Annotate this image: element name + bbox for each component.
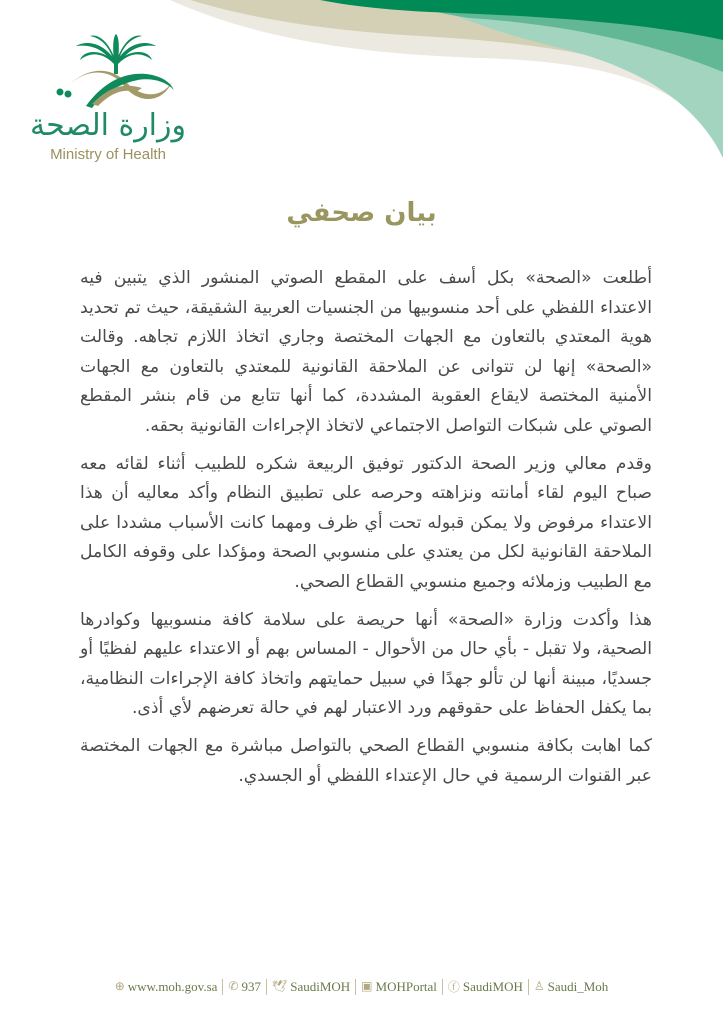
paragraph: كما اهابت بكافة منسوبي القطاع الصحي بالتواصل مباشرة مع الجهات المختصة عبر القنوات الرسمية في حال الإعتداء اللفظي أو الجسدي. [80, 735, 652, 786]
logo-arabic-name: وزارة الصحة [30, 108, 186, 143]
footer-website[interactable] [110, 979, 223, 995]
footer-twitter[interactable] [267, 979, 355, 995]
footer-facebook[interactable] [443, 978, 528, 995]
facebook-icon: ⓕ [447, 980, 460, 994]
logo-english-name: Ministry of Health [50, 146, 166, 163]
footer-phone[interactable] [223, 979, 266, 995]
press-release-body [80, 264, 652, 799]
youtube-label: MOHPortal [375, 978, 437, 994]
twitter-icon: 🕊 [271, 979, 288, 993]
website-label: www.moh.gov.sa [127, 978, 218, 994]
twitter-label: SaudiMOH [290, 978, 351, 994]
paragraph: هذا وأكدت وزارة «الصحة» أنها حريصة على سلامة كافة منسوبيها وكوادرها الصحية، ولا تقبل - بأي حال من الأحوال - المساس بهم أو الاعتداء عليهم لفظيًا أو جسديًا، مبينة أنها لن تألو جهدًا في سبيل حمايتهم واتخاذ كافة الإجراءات النظامية، بما يكفل الحفاظ على حقوقهم ورد الاعتبار لهم في حالة تعرضهم لأي أذى. [80, 609, 652, 719]
facebook-label: SaudiMOH [462, 978, 523, 994]
footer-snapchat[interactable] [529, 979, 613, 995]
paragraph: أطلعت «الصحة» بكل أسف على المقطع الصوتي المنشور الذي يتبين فيه الاعتداء اللفظي على أحد منسوبيها من الجنسيات العربية الشقيقة، حيث تم تحديد هوية المعتدي بالتعاون مع الجهات المختصة وجاري اتخاذ اللازم تجاهه. وقالت «الصحة» إنها لن تتوانى عن الملاحقة القانونية للمعتدي بالتعاون مع الجهات الأمنية المختصة لايقاع العقوبة المشددة، كما أنها تتابع من قام بنشر المقطع الصوتي على شبكات التواصل الاجتماعي لاتخاذ الإجراءات القانونية بحقه. [80, 268, 652, 436]
palm-swords-emblem-icon [46, 32, 186, 110]
phone-label: 937 [241, 978, 261, 994]
contact-footer [0, 978, 723, 995]
globe-icon: ⊕ [114, 979, 125, 993]
youtube-icon: ▣ [361, 979, 373, 993]
paragraph: وقدم معالي وزير الصحة الدكتور توفيق الربيعة شكره للطبيب أثناء لقائه معه صباح اليوم لقاء أمانته ونزاهته وحرصه على تطبيق النظام وأكد معاليه أن هذا الاعتداء مرفوض ولا يمكن قبوله تحت أي ظرف ومهما كانت الأسباب مشددا على الملاحقة القانونية لكل من يعتدي على منسوبي الصحة ومؤكدا على وقوفه الكامل مع الطبيب وزملائه وجميع منسوبي القطاع الصحي. [80, 453, 652, 592]
snapchat-label: Saudi_Moh [547, 978, 609, 994]
footer-youtube[interactable] [356, 979, 442, 995]
ministry-logo [28, 30, 188, 170]
document-title: بيان صحفي [286, 198, 437, 228]
phone-icon: ✆ [228, 979, 239, 993]
snapchat-icon: ♙ [533, 979, 545, 993]
